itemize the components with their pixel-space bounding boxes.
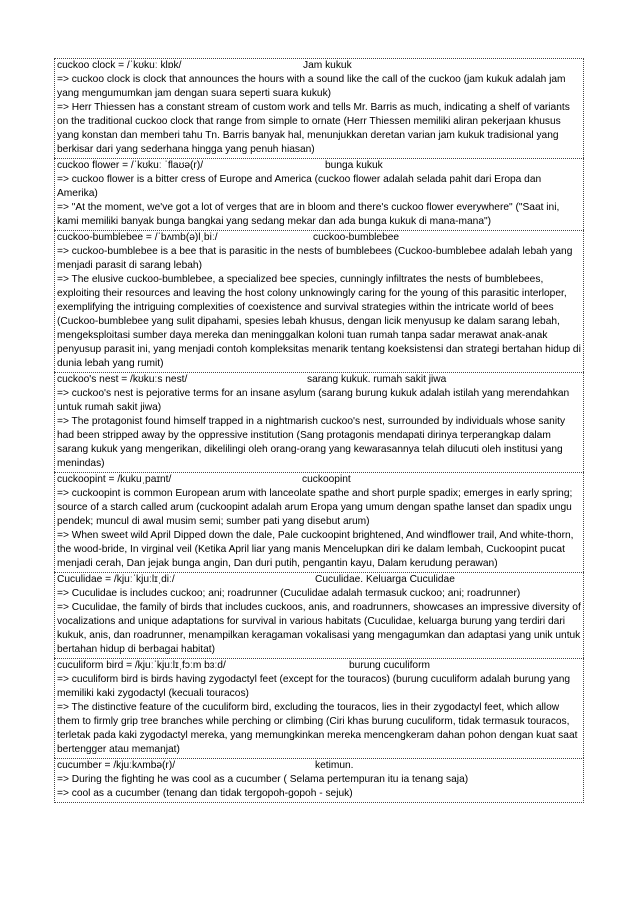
entry-translation: Cuculidae. Keluarga Cuculidae xyxy=(315,574,455,585)
entry-term: cuckoo-bumblebee = /ˈbʌmb(ə)lˌbiː/ xyxy=(57,232,218,243)
entry-translation: ketimun. xyxy=(315,760,354,771)
glossary-page xyxy=(54,58,584,803)
entry-translation: burung cuculiform xyxy=(349,660,430,671)
entry-headline xyxy=(57,231,582,245)
entry-example: => Cuculidae, the family of birds that includes cuckoos, anis, and roadrunners, showcases an impressive diversity of vocalizations and unique adaptations for survival in various habitats (Cuculidae, keluarga burung yang terdiri dari kukuk, anis, dan roadrunner, menampilkan keragaman vokalisasi yang mengagumkan dan adaptasi yang unik untuk bertahan hidup di berbagai habitat) xyxy=(57,602,581,655)
entry-definition: => cuckoo's nest is pejorative terms for an insane asylum (sarang burung kukuk adalah istilah yang merendahkan untuk rumah sakit jiwa) xyxy=(57,388,570,413)
entry-definition: => cuckoo-bumblebee is a bee that is parasitic in the nests of bumblebees (Cuckoo-bumblebee adalah lebah yang menjadi parasit di sarang lebah) xyxy=(57,246,573,271)
entry-headline xyxy=(57,59,582,73)
entry-term: cuckoo's nest = /kʊkuːs nest/ xyxy=(57,374,188,385)
entry-headline xyxy=(57,759,582,773)
entry-translation: sarang kukuk. rumah sakit jiwa xyxy=(307,374,447,385)
entry-translation: bunga kukuk xyxy=(325,160,383,171)
glossary-entry xyxy=(54,58,584,158)
entry-example: => cool as a cucumber (tenang dan tidak tergopoh-gopoh - sejuk) xyxy=(57,788,353,799)
entry-example: => The elusive cuckoo-bumblebee, a specialized bee species, cunningly infiltrates the nests of bumblebees, exploiting their resources and leaving the host colony unknowingly caring for the young of this parasitic interloper, exemplifying the intriguing complexities of coexistence and survival strategies within the intricate world of bees (Cuckoo-bumblebee yang sulit dipahami, spesies lebah khusus, dengan licik menyusup ke dalam sarang lebah, mengeksploitasi sumber daya mereka dan meninggalkan koloni tuan rumah tanpa sadar merawat anak-anak penyusup parasit ini, yang menjadi contoh kompleksitas menarik tentang koeksistensi dan strategi bertahan hidup di dunia lebah yang rumit) xyxy=(57,274,581,369)
entry-example: => When sweet wild April Dipped down the dale, Pale cuckoopint brightened, And windflower trail, And white-thorn, the wood-bride, In virginal veil (Ketika April liar yang manis Mencelupkan diri ke dalam lembah, Cuckoopint pucat menjadi cerah, Dan jejak bunga angin, Dan duri putih, pengantin kayu, Dalam kerudung perawan) xyxy=(57,530,574,569)
glossary-entry xyxy=(54,472,584,572)
entry-definition: => cuckoo flower is a bitter cress of Europe and America (cuckoo flower adalah selada pahit dari Eropa dan Amerika) xyxy=(57,174,542,199)
entry-headline xyxy=(57,373,582,387)
entry-headline xyxy=(57,159,582,173)
glossary-entry xyxy=(54,230,584,372)
entry-term: cuckoo flower = /ˈkʊkuː ˈflaʊə(r)/ xyxy=(57,160,204,171)
entry-definition: => During the fighting he was cool as a cucumber ( Selama pertempuran itu ia tenang saja) xyxy=(57,774,469,785)
glossary-entry xyxy=(54,372,584,472)
entry-translation: cuckoopint xyxy=(302,474,351,485)
glossary-entry xyxy=(54,158,584,230)
entry-translation: Jam kukuk xyxy=(303,60,352,71)
glossary-entry xyxy=(54,572,584,658)
glossary-entry xyxy=(54,658,584,758)
entry-headline xyxy=(57,659,582,673)
entry-example: => The protagonist found himself trapped in a nightmarish cuckoo's nest, surrounded by individuals whose sanity had been stripped away by the oppressive institution (Sang protagonis mendapati dirinya terperangkap dalam sarang kukuk yang mengerikan, dikelilingi oleh orang-orang yang kewarasannya telah dilucuti oleh institusi yang menindas) xyxy=(57,416,566,469)
entry-headline xyxy=(57,573,582,587)
entry-term: cucumber = /kjuːkʌmbə(r)/ xyxy=(57,760,176,771)
entry-term: cuculiform bird = /kjuːˈkjuːlɪˌfɔːm bɜːd/ xyxy=(57,660,226,671)
entry-definition: => cuculiform bird is birds having zygodactyl feet (except for the touracos) (burung cuculiform adalah burung yang memiliki kaki zygodactyl (kecuali touracos) xyxy=(57,674,571,699)
entry-term: cuckoopint = /kukuˌpaɪnt/ xyxy=(57,474,172,485)
entry-headline xyxy=(57,473,582,487)
entry-term: Cuculidae = /kjuːˈkjuːlɪˌdiː/ xyxy=(57,574,175,585)
entry-translation: cuckoo-bumblebee xyxy=(313,232,400,243)
entry-example: => Herr Thiessen has a constant stream of custom work and tells Mr. Barris as much, indicating a shelf of variants on the traditional cuckoo clock that range from simple to ornate (Herr Thiessen memiliki aliran pekerjaan khusus yang konstan dan memberi tahu Tn. Barris banyak hal, menunjukkan deretan varian jam kukuk tradisional yang berkisar dari yang sederhana hingga yang penuh hiasan) xyxy=(57,102,570,155)
entry-example: => The distinctive feature of the cuculiform bird, excluding the touracos, lies in their zygodactyl feet, which allow them to firmly grip tree branches while perching or climbing (Ciri khas burung cuculiform, tidak termasuk touracos, terletak pada kaki zygodactyl mereka, yang memungkinkan mereka mencengkeram dahan pohon dengan kuat saat bertengger atau memanjat) xyxy=(57,702,578,755)
glossary-entry xyxy=(54,758,584,803)
entry-term: cuckoo clock = /ˈkʊkuː klɒk/ xyxy=(57,60,182,71)
entry-definition: => cuckoo clock is clock that announces the hours with a sound like the call of the cuckoo (jam kukuk adalah jam yang mengumumkan jam dengan suara seperti suara kukuk) xyxy=(57,74,566,99)
entry-definition: => Cuculidae is includes cuckoo; ani; roadrunner (Cuculidae adalah termasuk cuckoo; ani; roadrunner) xyxy=(57,588,521,599)
entry-example: => "At the moment, we've got a lot of verges that are in bloom and there's cuckoo flower everywhere" ("Saat ini, kami memiliki banyak bunga bangkai yang sedang mekar dan ada bunga kukuk di mana-mana") xyxy=(57,202,560,227)
entry-definition: => cuckoopint is common European arum with lanceolate spathe and short purple spadix; emerges in early spring; source of a starch called arum (cuckoopint adalah arum Eropa yang umum dengan spathe lanset dan spadix ungu pendek; muncul di awal musim semi; sumber pati yang disebut arum) xyxy=(57,488,573,527)
